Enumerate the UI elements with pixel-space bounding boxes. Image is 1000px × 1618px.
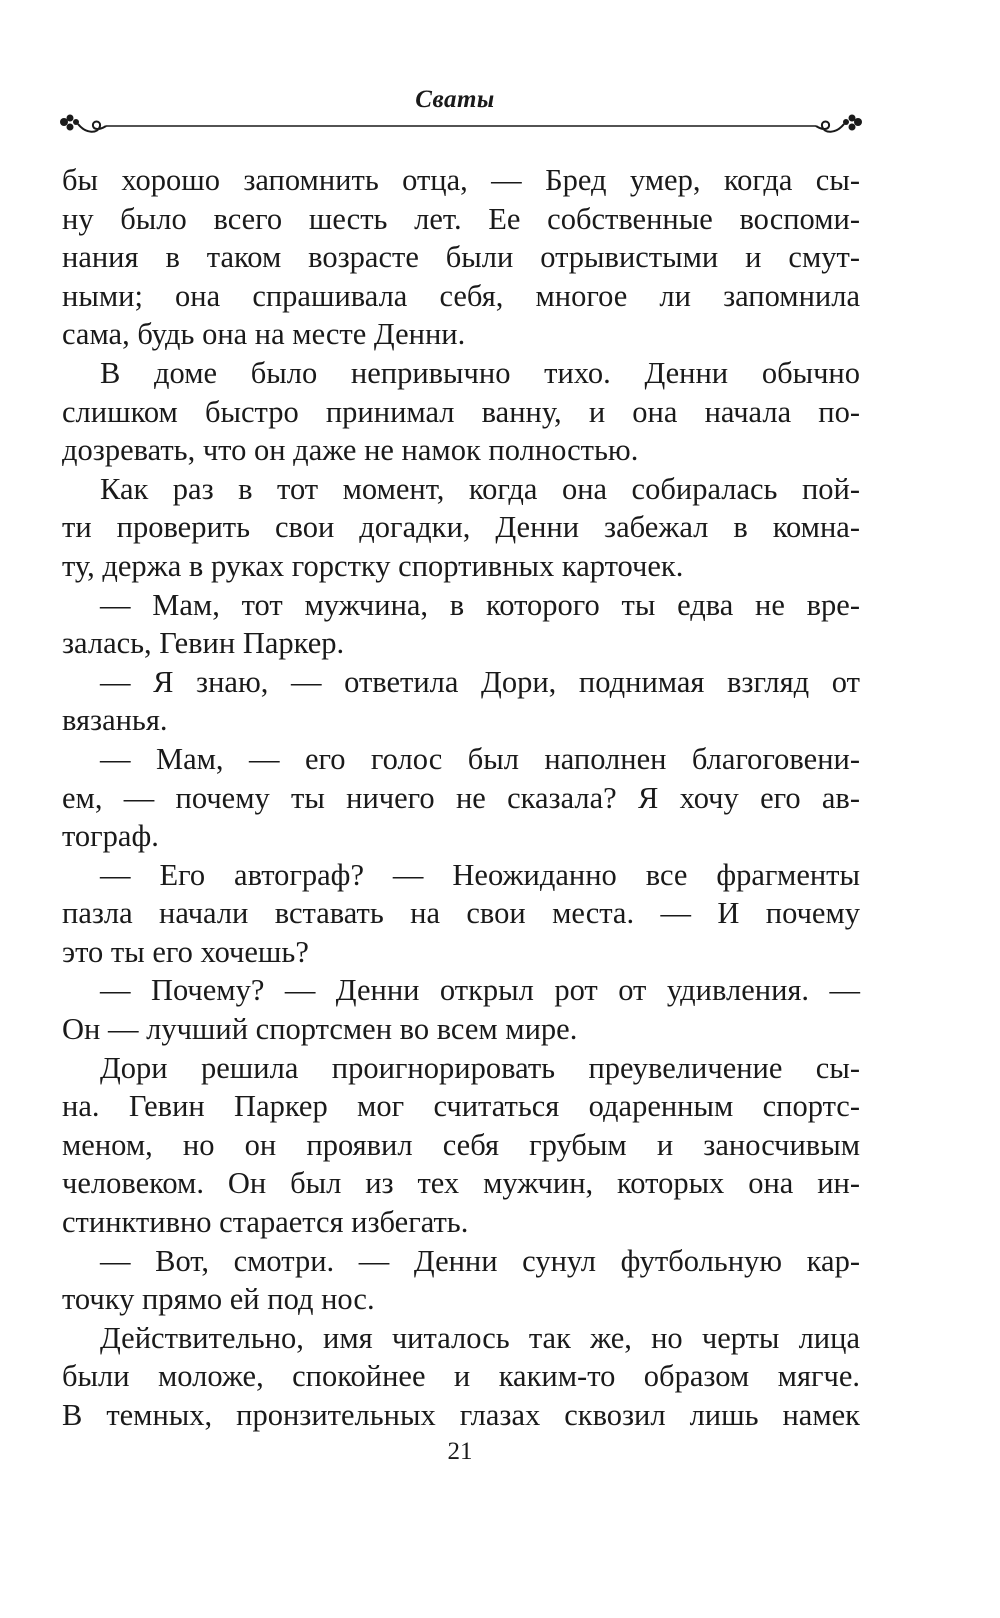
text-line: слишком быстро принимал ванну, и она начала по- [62, 394, 860, 429]
right-flourish-icon [816, 115, 862, 132]
text-line: ти проверить свои догадки, Денни забежал в комна- [62, 510, 860, 545]
ornamental-header-rule [56, 112, 866, 144]
text-line: меном, но он проявил себя грубым и заносчивым [62, 1127, 860, 1162]
text-line: — Почему? — Денни открыл рот от удивления. — [100, 973, 860, 1008]
text-line: — Его автограф? — Неожиданно все фрагменты [100, 857, 860, 892]
text-line: пазла начали вставать на свои места. — И почему [62, 896, 860, 931]
page-number: 21 [447, 1438, 473, 1465]
left-flourish-icon [60, 115, 106, 132]
text-line: на. Гевин Паркер мог считаться одаренным спортс- [62, 1089, 860, 1124]
text-line: Действительно, имя читалось так же, но черты лица [100, 1320, 860, 1355]
text-line: вязанья. [62, 703, 168, 738]
text-line: Как раз в тот момент, когда она собиралась пой- [100, 471, 860, 506]
text-line: тограф. [62, 819, 159, 854]
text-line: дозревать, что он даже не намок полностью. [62, 433, 639, 468]
text-line: залась, Гевин Паркер. [62, 626, 345, 661]
text-line: стинктивно старается избегать. [62, 1205, 469, 1240]
body-text [62, 161, 860, 1435]
text-line: ну было всего шесть лет. Ее собственные воспоми- [62, 201, 860, 236]
text-line: сама, будь она на месте Денни. [62, 317, 466, 352]
text-line: точку прямо ей под нос. [62, 1282, 375, 1317]
text-line: Он — лучший спортсмен во всем мире. [62, 1012, 578, 1047]
text-line: — Я знаю, — ответила Дори, поднимая взгляд от [100, 664, 860, 699]
text-line: это ты его хочешь? [62, 934, 309, 969]
text-line: — Вот, смотри. — Денни сунул футбольную кар- [100, 1243, 860, 1278]
text-line: — Мам, — его голос был наполнен благоговени- [100, 741, 860, 776]
text-line: В темных, пронзительных глазах сквозил лишь намек [62, 1398, 860, 1432]
text-line: нания в таком возрасте были отрывистыми и смут- [62, 240, 860, 275]
text-line: — Мам, тот мужчина, в которого ты едва не вре- [100, 587, 860, 622]
text-line: Дори решила проигнорировать преувеличение сы- [100, 1050, 860, 1085]
text-line: В доме было непривычно тихо. Денни обычно [100, 355, 860, 390]
text-line: бы хорошо запомнить отца, — Бред умер, когда сы- [62, 163, 860, 197]
text-line: ными; она спрашивала себя, многое ли запомнила [62, 278, 860, 313]
text-line: ем, — почему ты ничего не сказала? Я хочу его ав- [62, 780, 860, 815]
text-line: ту, держа в руках горстку спортивных карточек. [62, 548, 684, 583]
text-line: были моложе, спокойнее и каким-то образом мягче. [62, 1359, 860, 1394]
running-title: Сваты [415, 86, 495, 113]
text-line: человеком. Он был из тех мужчин, которых она ин- [62, 1166, 860, 1201]
